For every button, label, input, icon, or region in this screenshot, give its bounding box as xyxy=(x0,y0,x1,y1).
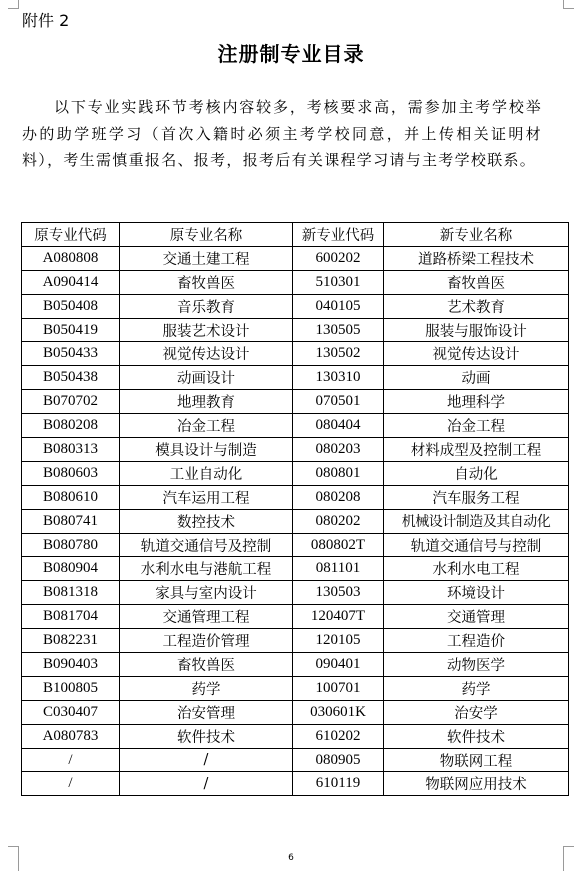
table-row xyxy=(22,485,569,509)
table-row xyxy=(22,581,569,605)
new-code-cell: 130505 xyxy=(293,318,384,342)
old-name-cell: 水利水电与港航工程 xyxy=(120,557,293,581)
old-name-cell: 畜牧兽医 xyxy=(120,270,293,294)
header-new-name: 新专业名称 xyxy=(384,223,569,247)
new-code-cell: 080801 xyxy=(293,461,384,485)
old-name-cell: 工业自动化 xyxy=(120,461,293,485)
table-row xyxy=(22,342,569,366)
table-row xyxy=(22,748,569,772)
new-name-cell: 药学 xyxy=(384,676,569,700)
new-code-cell: 120105 xyxy=(293,629,384,653)
page-title: 注册制专业目录 xyxy=(217,42,365,66)
table-row xyxy=(22,676,569,700)
table-row xyxy=(22,724,569,748)
new-code-cell: 600202 xyxy=(293,246,384,270)
new-name-cell: 自动化 xyxy=(384,461,569,485)
new-code-cell: 100701 xyxy=(293,676,384,700)
old-code-cell: B082231 xyxy=(22,629,120,653)
old-name-cell: 药学 xyxy=(120,676,293,700)
new-code-cell: 120407T xyxy=(293,605,384,629)
old-name-cell: / xyxy=(120,748,293,772)
new-name-cell: 交通管理 xyxy=(384,605,569,629)
header-old-code: 原专业代码 xyxy=(22,223,120,247)
header-new-code: 新专业代码 xyxy=(293,223,384,247)
new-code-cell: 080802T xyxy=(293,533,384,557)
new-name-cell: 服装与服饰设计 xyxy=(384,318,569,342)
new-code-cell: 090401 xyxy=(293,653,384,677)
new-name-cell: 治安学 xyxy=(384,700,569,724)
old-name-cell: 冶金工程 xyxy=(120,414,293,438)
old-code-cell: B081704 xyxy=(22,605,120,629)
table-row xyxy=(22,414,569,438)
old-name-cell: 动画设计 xyxy=(120,366,293,390)
new-name-cell: 机械设计制造及其自动化 xyxy=(384,509,569,533)
old-code-cell: / xyxy=(22,772,120,796)
new-code-cell: 080208 xyxy=(293,485,384,509)
new-code-cell: 610119 xyxy=(293,772,384,796)
old-code-cell: B080603 xyxy=(22,461,120,485)
old-code-cell: B080208 xyxy=(22,414,120,438)
old-code-cell: A090414 xyxy=(22,270,120,294)
old-name-cell: 交通管理工程 xyxy=(120,605,293,629)
crop-mark-top-left xyxy=(8,0,19,9)
new-code-cell: 070501 xyxy=(293,390,384,414)
new-name-cell: 动物医学 xyxy=(384,653,569,677)
table-row xyxy=(22,605,569,629)
new-name-cell: 轨道交通信号与控制 xyxy=(384,533,569,557)
new-code-cell: 130503 xyxy=(293,581,384,605)
new-name-cell: 地理科学 xyxy=(384,390,569,414)
old-name-cell: 地理教育 xyxy=(120,390,293,414)
old-code-cell: B050433 xyxy=(22,342,120,366)
intro-paragraph: 以下专业实践环节考核内容较多，考核要求高，需参加主考学校举办的助学班学习（首次入籍时必须主考学校同意，并上传相关证明材料），考生需慎重报名、报考，报考后有关课程学习请与主考学校联系。 xyxy=(22,98,542,169)
old-code-cell: A080783 xyxy=(22,724,120,748)
table-row xyxy=(22,509,569,533)
old-code-cell: B080313 xyxy=(22,438,120,462)
new-name-cell: 动画 xyxy=(384,366,569,390)
old-name-cell: 汽车运用工程 xyxy=(120,485,293,509)
new-code-cell: 130310 xyxy=(293,366,384,390)
attachment-label: 附件 2 xyxy=(22,11,70,30)
old-name-cell: 轨道交通信号及控制 xyxy=(120,533,293,557)
old-name-cell: 畜牧兽医 xyxy=(120,653,293,677)
table-row xyxy=(22,438,569,462)
new-name-cell: 物联网工程 xyxy=(384,748,569,772)
old-code-cell: / xyxy=(22,748,120,772)
old-code-cell: B081318 xyxy=(22,581,120,605)
old-code-cell: B070702 xyxy=(22,390,120,414)
old-code-cell: B080741 xyxy=(22,509,120,533)
old-code-cell: B100805 xyxy=(22,676,120,700)
new-name-cell: 工程造价 xyxy=(384,629,569,653)
new-code-cell: 080905 xyxy=(293,748,384,772)
new-code-cell: 030601K xyxy=(293,700,384,724)
table-header-row xyxy=(22,223,569,247)
old-code-cell: B080610 xyxy=(22,485,120,509)
old-name-cell: / xyxy=(120,772,293,796)
old-code-cell: B050419 xyxy=(22,318,120,342)
major-catalog-table xyxy=(21,222,569,796)
new-name-cell: 汽车服务工程 xyxy=(384,485,569,509)
old-code-cell: B090403 xyxy=(22,653,120,677)
old-name-cell: 视觉传达设计 xyxy=(120,342,293,366)
page-number: 6 xyxy=(288,853,294,863)
old-name-cell: 治安管理 xyxy=(120,700,293,724)
new-name-cell: 冶金工程 xyxy=(384,414,569,438)
new-name-cell: 道路桥梁工程技术 xyxy=(384,246,569,270)
new-name-cell: 环境设计 xyxy=(384,581,569,605)
old-code-cell: B080904 xyxy=(22,557,120,581)
new-code-cell: 080404 xyxy=(293,414,384,438)
old-name-cell: 交通土建工程 xyxy=(120,246,293,270)
table-row xyxy=(22,366,569,390)
crop-mark-top-right xyxy=(563,0,574,9)
old-name-cell: 音乐教育 xyxy=(120,294,293,318)
new-code-cell: 510301 xyxy=(293,270,384,294)
old-name-cell: 软件技术 xyxy=(120,724,293,748)
table-body xyxy=(22,246,569,795)
new-code-cell: 081101 xyxy=(293,557,384,581)
old-code-cell: A080808 xyxy=(22,246,120,270)
old-code-cell: B050408 xyxy=(22,294,120,318)
table-row xyxy=(22,533,569,557)
new-code-cell: 080202 xyxy=(293,509,384,533)
table-row xyxy=(22,772,569,796)
new-name-cell: 材料成型及控制工程 xyxy=(384,438,569,462)
table-row xyxy=(22,557,569,581)
new-name-cell: 软件技术 xyxy=(384,724,569,748)
table-row xyxy=(22,246,569,270)
new-name-cell: 物联网应用技术 xyxy=(384,772,569,796)
old-name-cell: 服装艺术设计 xyxy=(120,318,293,342)
new-code-cell: 040105 xyxy=(293,294,384,318)
new-name-cell: 艺术教育 xyxy=(384,294,569,318)
table-row xyxy=(22,390,569,414)
header-old-name: 原专业名称 xyxy=(120,223,293,247)
table-row xyxy=(22,629,569,653)
new-name-cell: 视觉传达设计 xyxy=(384,342,569,366)
table-row xyxy=(22,294,569,318)
new-code-cell: 130502 xyxy=(293,342,384,366)
old-name-cell: 工程造价管理 xyxy=(120,629,293,653)
new-name-cell: 水利水电工程 xyxy=(384,557,569,581)
old-code-cell: C030407 xyxy=(22,700,120,724)
table-row xyxy=(22,461,569,485)
new-name-cell: 畜牧兽医 xyxy=(384,270,569,294)
table-row xyxy=(22,270,569,294)
old-name-cell: 模具设计与制造 xyxy=(120,438,293,462)
old-code-cell: B050438 xyxy=(22,366,120,390)
old-name-cell: 数控技术 xyxy=(120,509,293,533)
table-row xyxy=(22,700,569,724)
new-code-cell: 080203 xyxy=(293,438,384,462)
table-row xyxy=(22,653,569,677)
table-row xyxy=(22,318,569,342)
old-code-cell: B080780 xyxy=(22,533,120,557)
old-name-cell: 家具与室内设计 xyxy=(120,581,293,605)
new-code-cell: 610202 xyxy=(293,724,384,748)
